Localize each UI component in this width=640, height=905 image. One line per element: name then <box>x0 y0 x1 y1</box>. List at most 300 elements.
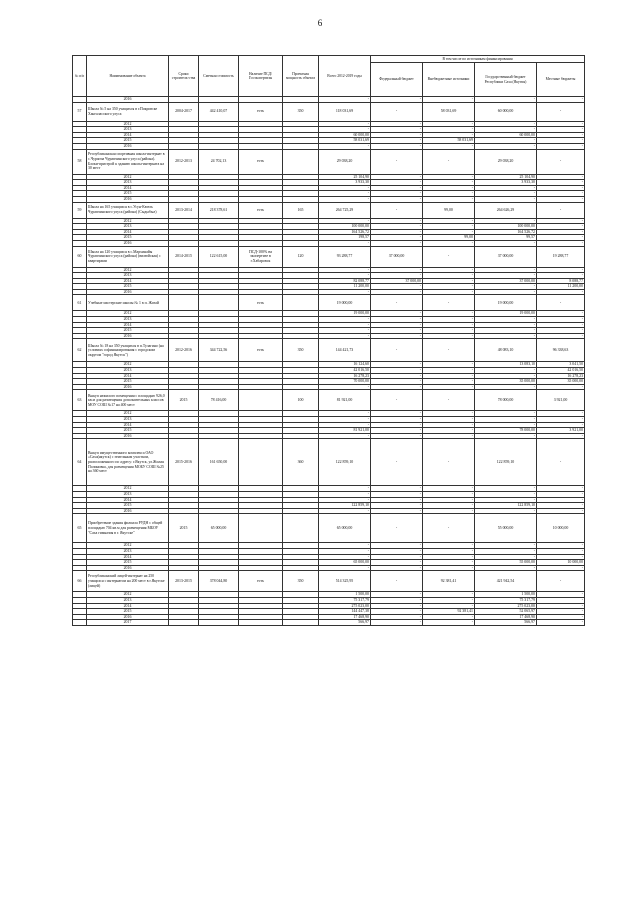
period-cell: 2014-2015 <box>169 246 199 267</box>
extra-cell: - <box>423 379 475 385</box>
extra-cell: - <box>423 311 475 317</box>
total-cell: 42 016,50 <box>319 368 371 374</box>
total-cell: 81 921,00 <box>319 390 371 411</box>
total-cell: - <box>319 267 371 273</box>
period-cell: 2012-2013 <box>169 149 199 174</box>
year-cell: 2013 <box>87 368 169 374</box>
state-cell: 75 317,79 <box>475 597 537 603</box>
year-cell: 2015 <box>87 138 169 144</box>
total-cell: - <box>319 218 371 224</box>
state-cell: - <box>475 284 537 290</box>
total-cell: - <box>319 565 371 571</box>
local-cell: - <box>537 218 585 224</box>
extra-cell: - <box>423 614 475 620</box>
fed-cell: - <box>371 560 423 566</box>
psd-cell <box>239 439 283 486</box>
fed-cell: - <box>371 603 423 609</box>
year-cell: 2015 <box>87 560 169 566</box>
psd-cell: есть <box>239 339 283 362</box>
extra-cell: - <box>423 322 475 328</box>
fed-cell: - <box>371 592 423 598</box>
header-state: Государственный бюджет Республики Саха (Якутия) <box>475 63 537 97</box>
local-cell: - <box>537 102 585 121</box>
fed-cell: - <box>371 180 423 186</box>
state-cell: - <box>475 508 537 514</box>
extra-cell: 58 031,69 <box>423 138 475 144</box>
extra-cell: - <box>423 491 475 497</box>
object-name-cell: Республиканский лицей-интернат на 250 учащихся с интернатом на 200 мест в г.Якутске (лицей) <box>87 571 169 592</box>
capacity-cell <box>283 514 319 543</box>
state-cell: - <box>475 121 537 127</box>
fed-cell: - <box>371 149 423 174</box>
extra-cell: - <box>423 229 475 235</box>
state-cell: 60 000,00 <box>475 102 537 121</box>
local-cell: - <box>537 508 585 514</box>
fed-cell: - <box>371 373 423 379</box>
extra-cell: - <box>423 433 475 439</box>
total-cell: - <box>319 328 371 334</box>
fed-cell: - <box>371 368 423 374</box>
local-cell: 42 016,50 <box>537 368 585 374</box>
object-name-cell: Учебные мастерские школы № 1 в п. Жатай <box>87 295 169 311</box>
fed-cell: - <box>371 508 423 514</box>
fed-cell: - <box>371 102 423 121</box>
extra-cell: - <box>423 317 475 323</box>
extra-cell: - <box>423 603 475 609</box>
year-cell: 2014 <box>87 603 169 609</box>
extra-cell: 92 381,41 <box>423 571 475 592</box>
state-cell: - <box>475 289 537 295</box>
extra-cell: - <box>423 174 475 180</box>
local-cell: - <box>537 565 585 571</box>
local-cell: - <box>537 417 585 423</box>
year-cell: 2016 <box>87 433 169 439</box>
psd-cell: есть <box>239 102 283 121</box>
fed-cell: - <box>371 597 423 603</box>
fed-cell: - <box>371 491 423 497</box>
total-cell: 164 526,72 <box>319 229 371 235</box>
year-cell: 2015 <box>87 328 169 334</box>
cost-cell: 442 410,07 <box>199 102 239 121</box>
fed-cell: - <box>371 384 423 390</box>
local-cell: - <box>537 422 585 428</box>
year-cell: 2014 <box>87 322 169 328</box>
year-cell: 2016 <box>87 289 169 295</box>
fed-cell: - <box>371 486 423 492</box>
fed-cell: - <box>371 191 423 197</box>
fed-cell: - <box>371 422 423 428</box>
local-cell: - <box>537 486 585 492</box>
fed-cell: - <box>371 390 423 411</box>
total-cell: 58 031,69 <box>319 138 371 144</box>
local-cell: - <box>537 267 585 273</box>
fed-cell: - <box>371 497 423 503</box>
extra-cell: - <box>423 548 475 554</box>
fed-cell: - <box>371 614 423 620</box>
state-cell: 275 023,00 <box>475 603 537 609</box>
year-cell: 2012 <box>87 592 169 598</box>
local-cell: - <box>537 121 585 127</box>
local-cell: - <box>537 503 585 509</box>
extra-cell: - <box>423 191 475 197</box>
state-cell: - <box>475 240 537 246</box>
total-cell: - <box>319 185 371 191</box>
local-cell: 10 000,00 <box>537 514 585 543</box>
extra-cell: - <box>423 543 475 549</box>
state-cell: - <box>475 322 537 328</box>
local-cell: - <box>537 289 585 295</box>
fed-cell: - <box>371 289 423 295</box>
state-cell: 164 526,72 <box>475 229 537 235</box>
year-cell: 2013 <box>87 224 169 230</box>
extra-cell: 92 381,41 <box>423 609 475 615</box>
cost-cell: 65 000,00 <box>199 514 239 543</box>
state-cell: - <box>475 317 537 323</box>
total-cell: 60 000,00 <box>319 132 371 138</box>
extra-cell: - <box>423 508 475 514</box>
extra-cell: - <box>423 284 475 290</box>
extra-cell: - <box>423 328 475 334</box>
capacity-cell: 350 <box>283 102 319 121</box>
capacity-cell <box>283 295 319 311</box>
total-cell: 144 421,73 <box>319 339 371 362</box>
local-cell: - <box>537 322 585 328</box>
capacity-cell: 165 <box>283 202 319 218</box>
extra-cell: - <box>423 278 475 284</box>
total-cell: 65 000,00 <box>319 514 371 543</box>
state-cell: 48 083,10 <box>475 339 537 362</box>
cost-cell <box>199 295 239 311</box>
state-cell: - <box>475 218 537 224</box>
state-cell: 100 000,00 <box>475 224 537 230</box>
extra-cell: - <box>423 295 475 311</box>
year-cell: 2017 <box>87 620 169 626</box>
state-cell: - <box>475 422 537 428</box>
period-cell: 2015-2016 <box>169 439 199 486</box>
header-cost: Сметная стоимость <box>199 56 239 97</box>
state-cell: 78 000,00 <box>475 428 537 434</box>
period-cell: 2004-2017 <box>169 102 199 121</box>
header-name: Наименование объекта <box>87 56 169 97</box>
local-cell: - <box>537 543 585 549</box>
spacer-cell <box>239 620 283 626</box>
table-body <box>73 97 585 626</box>
state-cell: - <box>475 384 537 390</box>
state-cell: - <box>475 565 537 571</box>
local-cell: - <box>537 554 585 560</box>
fed-cell: - <box>371 295 423 311</box>
year-cell: 2014 <box>87 229 169 235</box>
local-cell: - <box>537 384 585 390</box>
state-cell: - <box>475 417 537 423</box>
state-cell: 78 000,00 <box>475 390 537 411</box>
capacity-cell: 120 <box>283 246 319 267</box>
total-cell: 11 200,00 <box>319 284 371 290</box>
total-cell: 144 447,38 <box>319 609 371 615</box>
extra-cell: - <box>423 390 475 411</box>
extra-cell: - <box>423 224 475 230</box>
total-cell: 1 500,00 <box>319 592 371 598</box>
fed-cell: - <box>371 609 423 615</box>
fed-cell: - <box>371 218 423 224</box>
fed-cell: - <box>371 571 423 592</box>
extra-cell: - <box>423 121 475 127</box>
fed-cell: - <box>371 548 423 554</box>
local-cell: - <box>537 174 585 180</box>
total-cell: 29 038,20 <box>319 149 371 174</box>
state-cell: - <box>475 143 537 149</box>
total-cell: - <box>319 273 371 279</box>
year-cell: 2012 <box>87 486 169 492</box>
cost-cell: 161 650,00 <box>199 439 239 486</box>
total-cell: 122 859,10 <box>319 439 371 486</box>
extra-cell: - <box>423 486 475 492</box>
state-cell: 3 933,30 <box>475 180 537 186</box>
project-row <box>73 246 585 267</box>
capacity-cell <box>283 149 319 174</box>
year-cell: 2012 <box>87 121 169 127</box>
state-cell: 17 468,90 <box>475 614 537 620</box>
psd-cell: есть <box>239 295 283 311</box>
project-row <box>73 202 585 218</box>
extra-cell: - <box>423 439 475 486</box>
total-cell: - <box>319 422 371 428</box>
local-cell: - <box>537 149 585 174</box>
local-cell: - <box>537 317 585 323</box>
state-cell: 566,97 <box>475 620 537 626</box>
fed-cell: - <box>371 273 423 279</box>
state-cell: 55 000,00 <box>475 560 537 566</box>
state-cell: - <box>475 138 537 144</box>
header-no: № п/п <box>73 56 87 97</box>
row-number-cell: 66 <box>73 571 87 592</box>
total-cell: - <box>319 433 371 439</box>
state-cell: - <box>475 433 537 439</box>
year-cell: 2013 <box>87 127 169 133</box>
year-cell: 2013 <box>87 417 169 423</box>
total-cell: 122 859,10 <box>319 503 371 509</box>
fed-cell: - <box>371 339 423 362</box>
total-cell: - <box>319 240 371 246</box>
state-cell: - <box>475 543 537 549</box>
extra-cell: - <box>423 180 475 186</box>
cost-cell: 378 044,80 <box>199 571 239 592</box>
year-cell: 2016 <box>87 333 169 339</box>
fed-cell: - <box>371 132 423 138</box>
year-cell: 2014 <box>87 185 169 191</box>
total-cell: - <box>319 289 371 295</box>
year-cell: 2015 <box>87 379 169 385</box>
capacity-cell: 100 <box>283 390 319 411</box>
fed-cell: - <box>371 224 423 230</box>
project-row <box>73 571 585 592</box>
spacer-cell <box>73 620 87 626</box>
state-cell: - <box>475 97 537 103</box>
state-cell: - <box>475 486 537 492</box>
spacer-cell <box>199 620 239 626</box>
extra-cell: - <box>423 554 475 560</box>
extra-cell: 99,00 <box>423 202 475 218</box>
total-cell: - <box>319 196 371 202</box>
extra-cell: - <box>423 240 475 246</box>
local-cell: 3 921,00 <box>537 390 585 411</box>
year-cell: 2013 <box>87 273 169 279</box>
year-cell: 2012 <box>87 218 169 224</box>
fed-cell: - <box>371 185 423 191</box>
extra-cell: - <box>423 143 475 149</box>
extra-cell: - <box>423 289 475 295</box>
total-cell: 75 317,79 <box>319 597 371 603</box>
local-cell: - <box>537 620 585 626</box>
extra-cell: - <box>423 368 475 374</box>
object-name-cell: Школа на 165 учащихся в с.Усун-Кюель Чурапчинского улуса (района) (Сыдыбыл) <box>87 202 169 218</box>
row-number-cell: 57 <box>73 102 87 121</box>
total-cell: - <box>319 333 371 339</box>
extra-cell: - <box>423 97 475 103</box>
fed-cell: - <box>371 433 423 439</box>
psd-cell: ПСД-100% на экспертизе в г.Хабаровск <box>239 246 283 267</box>
year-cell: 2016 <box>87 240 169 246</box>
psd-cell <box>239 514 283 543</box>
local-cell: - <box>537 491 585 497</box>
state-cell: - <box>475 497 537 503</box>
total-cell: 19 000,00 <box>319 295 371 311</box>
header-extra: Внебюджетные источники <box>423 63 475 97</box>
row-number-cell: 62 <box>73 339 87 362</box>
year-cell: 2014 <box>87 373 169 379</box>
local-cell: - <box>537 603 585 609</box>
extra-cell: - <box>423 503 475 509</box>
header-group: В том числе по источникам финансирования <box>371 56 585 63</box>
extra-cell: - <box>423 362 475 368</box>
year-cell: 2014 <box>87 554 169 560</box>
local-cell: - <box>537 548 585 554</box>
year-cell: 2012 <box>87 311 169 317</box>
period-cell <box>169 295 199 311</box>
year-cell: 2016 <box>87 508 169 514</box>
state-cell: - <box>475 196 537 202</box>
fed-cell: - <box>371 138 423 144</box>
total-cell: 19 000,00 <box>319 311 371 317</box>
year-cell: 2015 <box>87 284 169 290</box>
total-cell: - <box>319 548 371 554</box>
extra-cell: - <box>423 620 475 626</box>
state-cell: - <box>475 411 537 417</box>
total-cell: 198,57 <box>319 235 371 241</box>
state-cell: 29 038,20 <box>475 149 537 174</box>
extra-cell: - <box>423 565 475 571</box>
extra-cell: - <box>423 333 475 339</box>
local-cell: - <box>537 571 585 592</box>
fed-cell: - <box>371 311 423 317</box>
fed-cell: - <box>371 411 423 417</box>
state-cell: - <box>475 333 537 339</box>
header-capacity: Проектная мощность объекта <box>283 56 319 97</box>
year-cell: 2016 <box>87 97 169 103</box>
year-cell: 2016 <box>87 196 169 202</box>
object-name-cell: Выкуп нежилого помещения с площадью 926,0 кв.м для размещения дополнительных классов МОУ СОШ №17 на 400 мест <box>87 390 169 411</box>
total-cell: - <box>319 322 371 328</box>
fed-cell: - <box>371 543 423 549</box>
cost-cell: 218 378,61 <box>199 202 239 218</box>
state-cell: 35 000,00 <box>475 379 537 385</box>
year-cell: 2012 <box>87 411 169 417</box>
local-cell: - <box>537 273 585 279</box>
fed-cell: - <box>371 284 423 290</box>
row-number-cell: 59 <box>73 202 87 218</box>
local-cell: - <box>537 328 585 334</box>
year-cell: 2014 <box>87 497 169 503</box>
state-cell: - <box>475 267 537 273</box>
state-cell: - <box>475 127 537 133</box>
fed-cell: - <box>371 503 423 509</box>
period-cell: 2013-2015 <box>169 571 199 592</box>
total-cell: 93 288,77 <box>319 246 371 267</box>
state-cell: 60 000,00 <box>475 132 537 138</box>
year-cell: 2015 <box>87 428 169 434</box>
total-cell: 16 124,60 <box>319 362 371 368</box>
state-cell: - <box>475 373 537 379</box>
capacity-cell: 350 <box>283 339 319 362</box>
extra-cell: - <box>423 246 475 267</box>
state-cell: - <box>475 328 537 334</box>
extra-cell: - <box>423 185 475 191</box>
object-name-cell: Республиканская спортивная школа-интернат в с.Чурапча Чурапчинского улуса (района). Блоки-пристрой к зданию школы-интерната на 30 мест <box>87 149 169 174</box>
fed-cell: - <box>371 196 423 202</box>
state-cell: 99,57 <box>475 235 537 241</box>
psd-cell: есть <box>239 149 283 174</box>
extra-cell: - <box>423 497 475 503</box>
state-cell: - <box>475 548 537 554</box>
extra-cell: - <box>423 417 475 423</box>
total-cell: 25 104,90 <box>319 174 371 180</box>
total-cell: - <box>319 121 371 127</box>
state-cell: 13 083,10 <box>475 362 537 368</box>
year-cell: 2013 <box>87 491 169 497</box>
period-cell: 2013-2014 <box>169 202 199 218</box>
local-cell: - <box>537 240 585 246</box>
total-cell: - <box>319 554 371 560</box>
state-cell: 122 859,10 <box>475 439 537 486</box>
project-row <box>73 295 585 311</box>
local-cell: - <box>537 180 585 186</box>
capacity-cell: 360 <box>283 439 319 486</box>
total-cell: - <box>319 317 371 323</box>
psd-cell: есть <box>239 202 283 218</box>
year-cell: 2012 <box>87 174 169 180</box>
extra-cell: - <box>423 273 475 279</box>
extra-cell: - <box>423 384 475 390</box>
total-cell: - <box>319 191 371 197</box>
year-cell: 2016 <box>87 384 169 390</box>
year-cell: 2014 <box>87 278 169 284</box>
capacity-cell: 350 <box>283 571 319 592</box>
total-cell: 16 278,23 <box>319 373 371 379</box>
object-name-cell: Школа № 18 на 350 учащихся в п.Тулагино (на условиях софинансирования с городским округом "город Якутск") <box>87 339 169 362</box>
total-cell: - <box>319 543 371 549</box>
local-cell: 16 278,23 <box>537 373 585 379</box>
year-cell: 2015 <box>87 191 169 197</box>
header-psd: Наличие ПСД/ Госэкспертизы <box>239 56 283 97</box>
project-row <box>73 390 585 411</box>
local-cell: - <box>537 185 585 191</box>
year-cell: 2016 <box>87 565 169 571</box>
local-cell: - <box>537 143 585 149</box>
total-cell: - <box>319 486 371 492</box>
local-cell: - <box>537 497 585 503</box>
fed-cell: - <box>371 174 423 180</box>
year-cell: 2014 <box>87 422 169 428</box>
